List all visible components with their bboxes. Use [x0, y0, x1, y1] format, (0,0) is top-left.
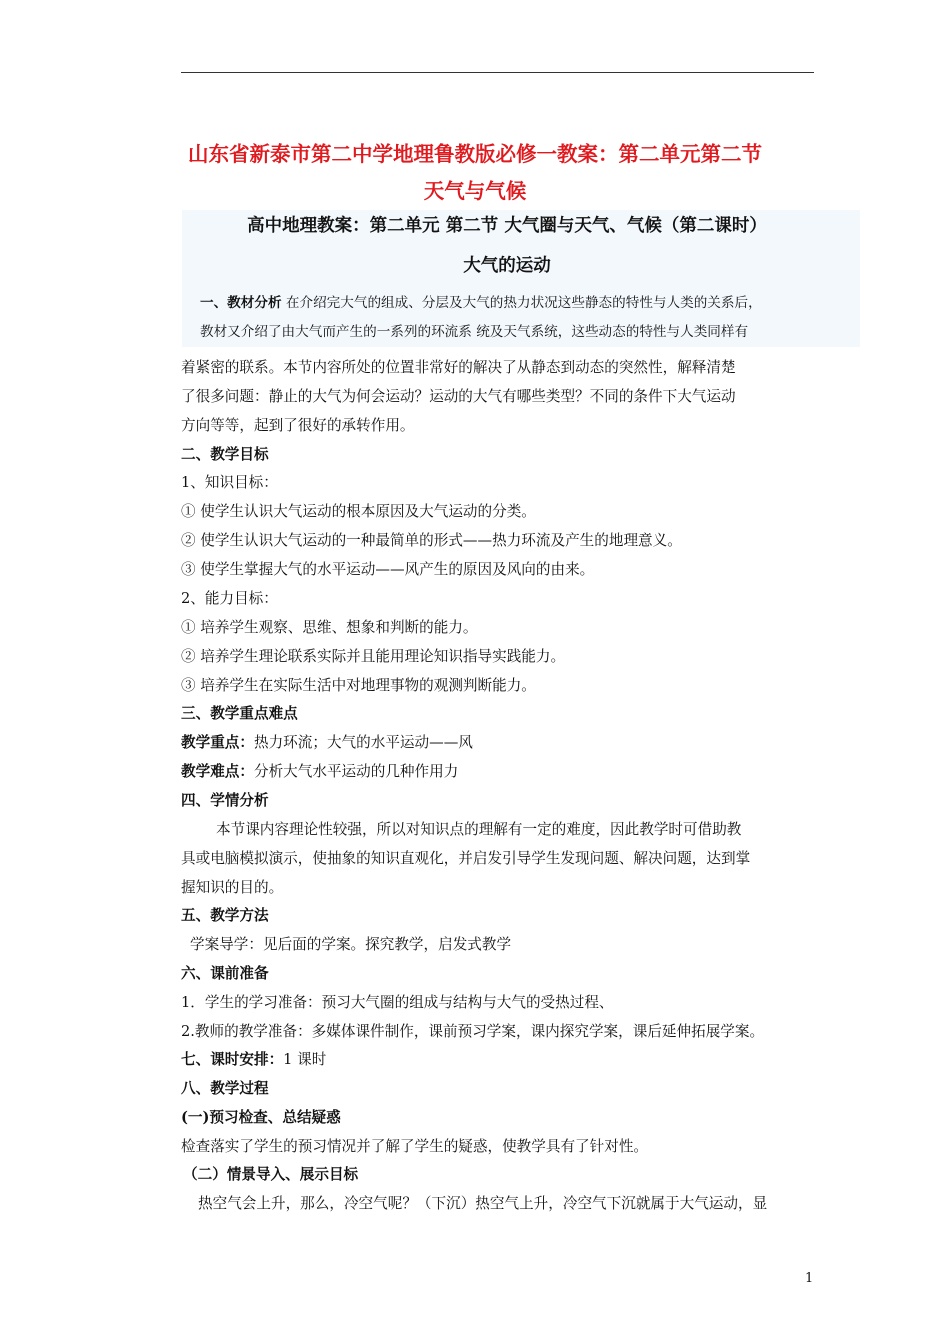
key-point-label: 教学重点：	[181, 734, 254, 751]
paragraph-line: 着紧密的联系。本节内容所处的位置非常好的解决了从静态到动态的突然性，解释清楚	[181, 359, 736, 376]
lesson-title: 大气的运动	[463, 256, 551, 276]
list-item: ① 使学生认识大气运动的根本原因及大气运动的分类。	[181, 503, 536, 520]
paragraph-line: 1．学生的学习准备：预习大气圈的组成与结构与大气的受热过程、	[181, 994, 614, 1011]
schedule-text: 1 课时	[283, 1051, 327, 1068]
header-rule	[181, 72, 814, 73]
paragraph-line: 具或电脑模拟演示，使抽象的知识直观化，并启发引导学生发现问题、解决问题，达到掌	[181, 850, 751, 867]
page-number: 1	[805, 1271, 814, 1286]
difficulty-label: 教学难点：	[181, 763, 254, 780]
analysis-heading: 一、教材分析	[200, 295, 282, 311]
key-point-line	[181, 731, 473, 752]
list-item: ③ 使学生掌握大气的水平运动——风产生的原因及风向的由来。	[181, 561, 595, 578]
section-heading-student-analysis: 四、学情分析	[181, 792, 269, 809]
section-heading-schedule: 七、课时安排：	[181, 1051, 284, 1068]
paragraph-line: 学案导学：见后面的学案。探究教学，启发式教学	[190, 936, 512, 953]
analysis-line-1	[200, 291, 762, 311]
knowledge-goals-label: 1、知识目标：	[181, 474, 278, 491]
difficulty-text: 分析大气水平运动的几种作用力	[253, 763, 459, 780]
paragraph-line: 本节课内容理论性较强，所以对知识点的理解有一定的难度，因此教学时可借助教	[216, 821, 742, 838]
paragraph-line: 方向等等，起到了很好的承转作用。	[181, 417, 415, 434]
analysis-text-1: 在介绍完大气的组成、分层及大气的热力状况这些静态的特性与人类的关系后，	[285, 295, 762, 311]
difficulty-line	[181, 760, 458, 781]
paragraph-line: 热空气会上升，那么，冷空气呢？（下沉）热空气上升，冷空气下沉就属于大气运动，显	[198, 1195, 768, 1212]
paragraph-line: 2.教师的教学准备：多媒体课件制作，课前预习学案，课内探究学案，课后延伸拓展学案。	[181, 1023, 765, 1040]
section-heading-process: 八、教学过程	[181, 1080, 269, 1097]
list-item: ② 培养学生理论联系实际并且能用理论知识指导实践能力。	[181, 648, 566, 665]
paragraph-line: 握知识的目的。	[181, 879, 284, 896]
subsection-heading: (一)预习检查、总结疑惑	[181, 1109, 341, 1126]
list-item: ② 使学生认识大气运动的一种最简单的形式——热力环流及产生的地理意义。	[181, 532, 682, 549]
section-heading-preparation: 六、课前准备	[181, 965, 269, 982]
document-title-line-1: 山东省新泰市第二中学地理鲁教版必修一教案：第二单元第二节	[188, 142, 762, 166]
schedule-line	[181, 1048, 326, 1069]
section-heading-key-points: 三、教学重点难点	[181, 705, 298, 722]
key-point-text: 热力环流；大气的水平运动——风	[253, 734, 473, 751]
list-item: ① 培养学生观察、思维、想象和判断的能力。	[181, 619, 478, 636]
ability-goals-label: 2、能力目标：	[181, 590, 278, 607]
paragraph-line: 检查落实了学生的预习情况并了解了学生的疑惑，使教学具有了针对性。	[181, 1138, 649, 1155]
subtitle: 高中地理教案：第二单元 第二节 大气圈与天气、气候（第二课时）	[247, 216, 767, 236]
document-title-line-2: 天气与气候	[423, 179, 527, 203]
paragraph-line: 了很多问题：静止的大气为何会运动？运动的大气有哪些类型？不同的条件下大气运动	[181, 388, 736, 405]
list-item: ③ 培养学生在实际生活中对地理事物的观测判断能力。	[181, 677, 536, 694]
analysis-line-2: 教材又介绍了由大气而产生的一系列的环流系 统及天气系统，这些动态的特性与人类同样有	[200, 324, 749, 340]
section-heading-goals: 二、教学目标	[181, 446, 269, 463]
subsection-heading: （二）情景导入、展示目标	[183, 1166, 359, 1183]
section-heading-methods: 五、教学方法	[181, 907, 269, 924]
